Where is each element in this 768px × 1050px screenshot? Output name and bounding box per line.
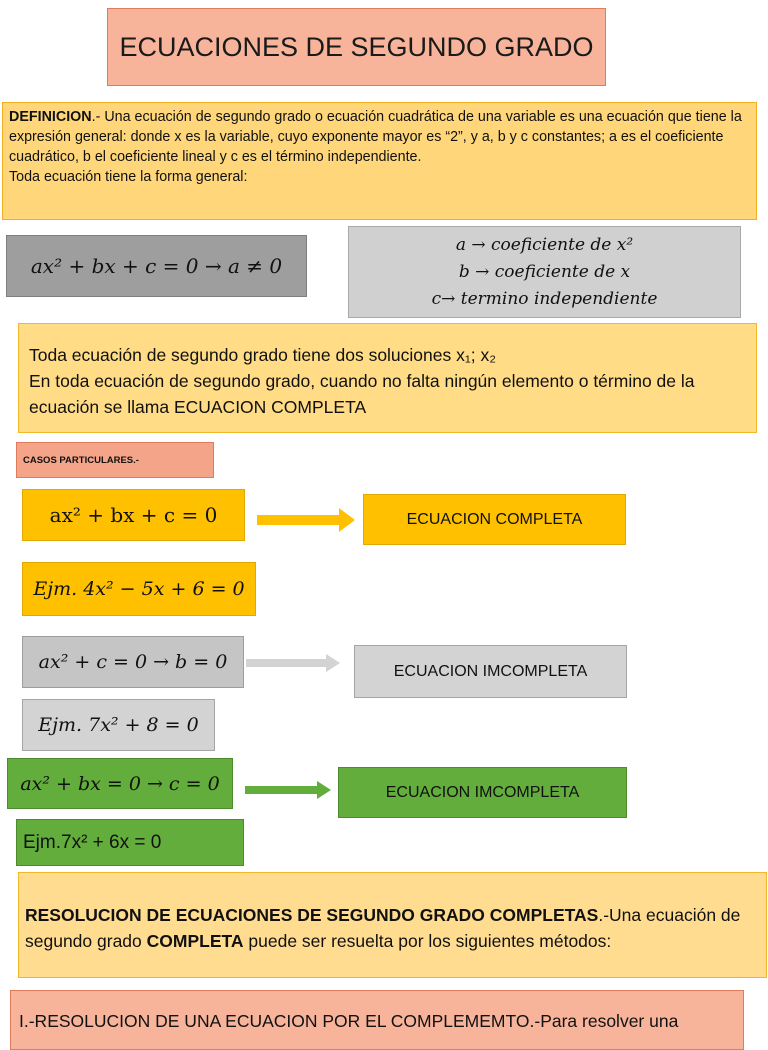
resolution-text2: puede ser resuelta por los siguientes métodos: <box>243 931 612 951</box>
coef-a: a → coeficiente de x² <box>455 234 634 255</box>
complete-example: Ejm. 4x² − 5x + 6 = 0 <box>22 562 256 616</box>
complete-label: ECUACION COMPLETA <box>363 494 626 545</box>
arrow-right-icon <box>245 781 331 799</box>
definition-label: DEFINICION <box>9 109 92 125</box>
coefficients-box <box>348 226 741 318</box>
method-box: I.-RESOLUCION DE UNA ECUACION POR EL COMPLEMEMTO.-Para resolver una <box>10 990 744 1050</box>
incomplete2-example: Ejm.7x² + 6x = 0 <box>16 819 244 866</box>
arrow-right-icon <box>246 654 340 672</box>
definition-box <box>2 102 757 220</box>
incomplete1-example: Ejm. 7x² + 8 = 0 <box>22 699 215 751</box>
page-title: ECUACIONES DE SEGUNDO GRADO <box>107 8 606 86</box>
incomplete2-label: ECUACION IMCOMPLETA <box>338 767 627 818</box>
resolution-bold2: COMPLETA <box>146 931 244 951</box>
definition-text: .- Una ecuación de segundo grado o ecuación cuadrática de una variable es una ecuación que tiene la expresión general: donde x es la variable, cuyo exponente mayor es “2”, y a, b y c constantes; a es el coeficiente cuadrático, b el coeficiente lineal y c es el término independiente. <box>9 109 742 165</box>
solutions-line2: En toda ecuación de segundo grado, cuando no falta ningún elemento o término de la ecuación se llama ECUACION COMPLETA <box>29 371 695 417</box>
cases-label: CASOS PARTICULARES.- <box>16 442 214 478</box>
arrow-right-icon <box>257 508 355 532</box>
solutions-box <box>18 323 757 433</box>
incomplete1-label: ECUACION IMCOMPLETA <box>354 645 627 698</box>
resolution-box <box>18 872 767 978</box>
coef-c: c→ termino independiente <box>431 288 658 309</box>
resolution-text1: .-Una ecuación de segundo grado <box>25 905 741 951</box>
incomplete1-formula: ax² + c = 0 → b = 0 <box>22 636 244 688</box>
solutions-line1: Toda ecuación de segundo grado tiene dos soluciones x₁; x₂ <box>29 345 497 365</box>
definition-line2: Toda ecuación tiene la forma general: <box>9 169 248 185</box>
incomplete2-formula: ax² + bx = 0 → c = 0 <box>7 758 233 809</box>
complete-formula: ax² + bx + c = 0 <box>22 489 245 541</box>
general-form-box: ax² + bx + c = 0 → a ≠ 0 <box>6 235 307 297</box>
resolution-title: RESOLUCION DE ECUACIONES DE SEGUNDO GRADO COMPLETAS <box>25 905 599 925</box>
coef-b: b → coeficiente de x <box>458 261 631 282</box>
